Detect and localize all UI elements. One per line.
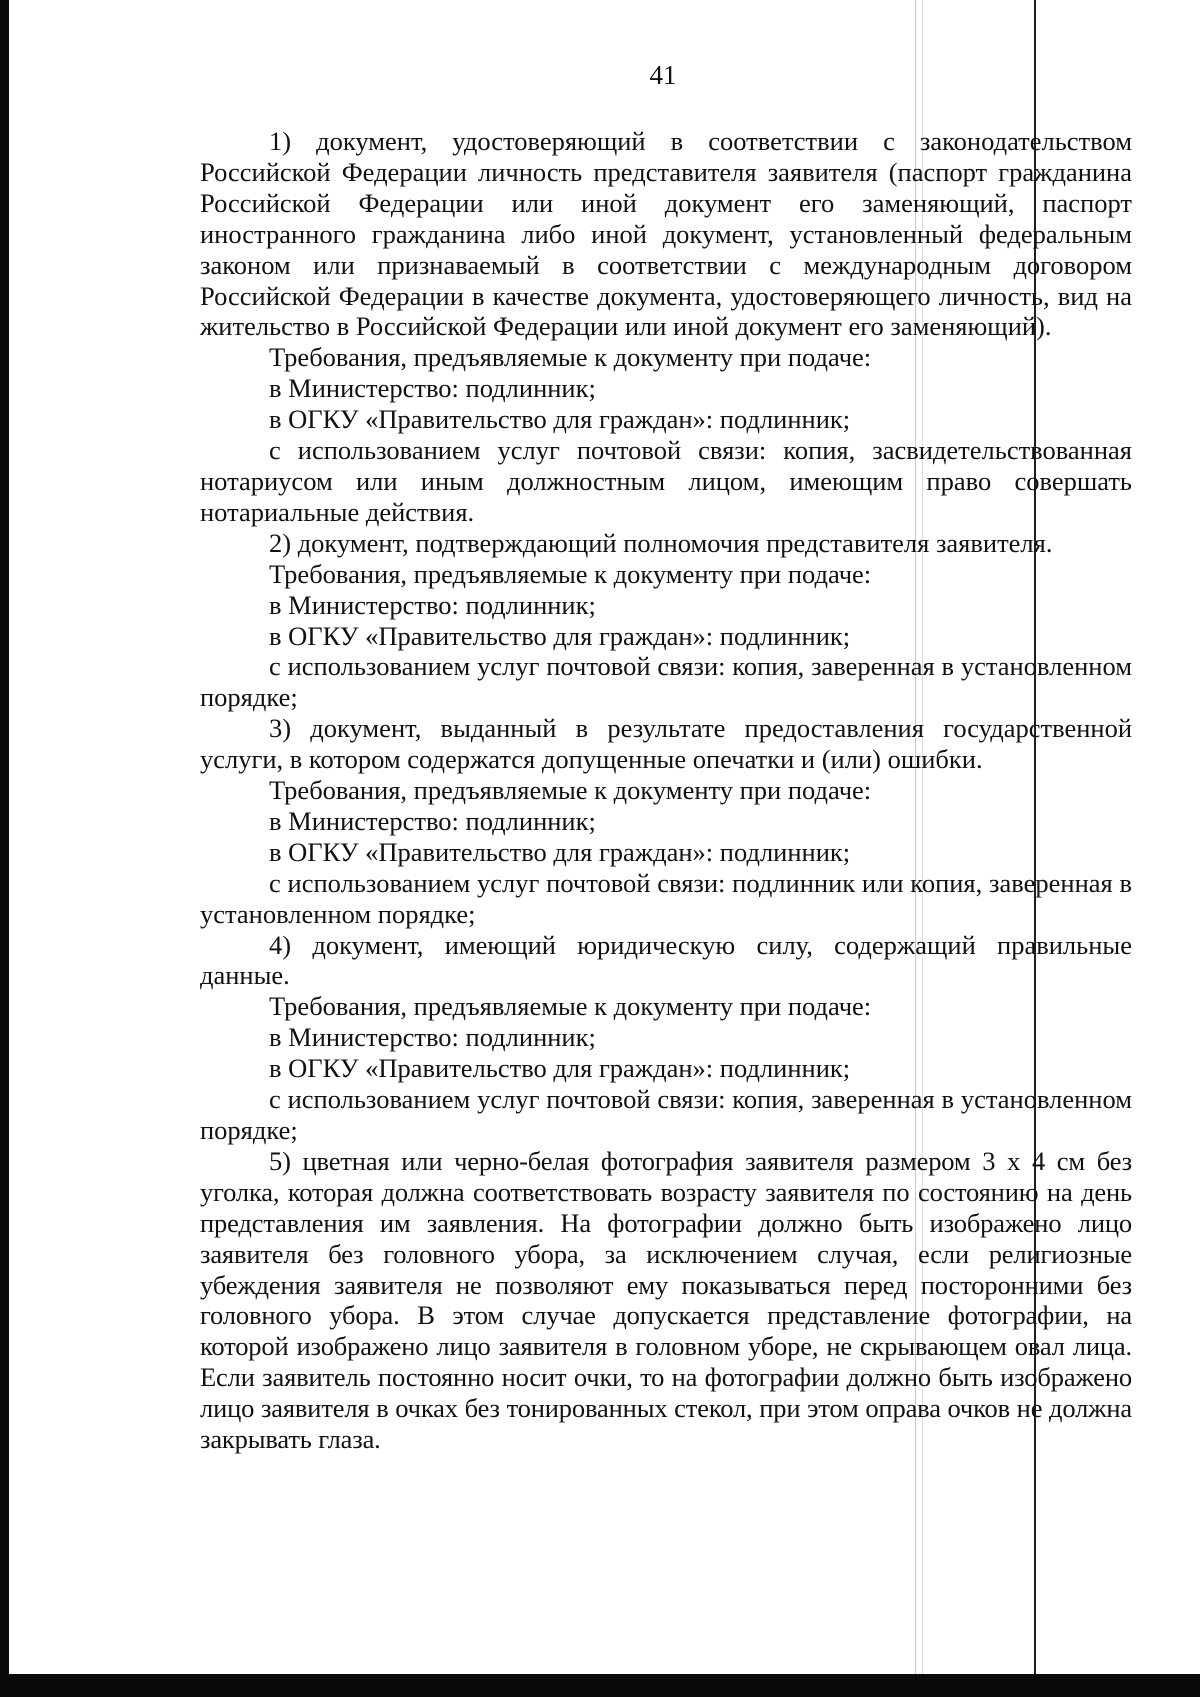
paragraph: 4) документ, имеющий юридическую силу, содержащий правильные данные. (200, 929, 1132, 991)
paragraph: в ОГКУ «Правительство для граждан»: подлинник; (269, 1053, 851, 1084)
paragraph: Требования, предъявляемые к документу при подаче: (269, 991, 872, 1022)
paragraph: с использованием услуг почтовой связи: копия, заверенная в установленном порядке; (200, 651, 1132, 713)
paragraph: Требования, предъявляемые к документу при подаче: (269, 558, 872, 589)
paragraph: 1) документ, удостоверяющий в соответствии с законодательством Российской Федерации личность представителя заявителя (паспорт гражданина Российской Федерации или иной документ его заменяющий, паспорт иностранного гражданина либо иной документ, установленный федеральным законом или признаваемый в соответствии с международным договором Российской Федерации в качестве документа, удостоверяющего личность, вид на жительство в Российской Федерации или иной документ его заменяющий). (200, 126, 1132, 342)
paragraph: 5) цветная или черно-белая фотография заявителя размером 3 х 4 см без уголка, которая должна соответствовать возрасту заявителя по состоянию на день представления им заявления. На фотографии должно быть изображено лицо заявителя без головного убора, за исключением случая, если религиозные убеждения заявителя не позволяют ему показываться перед посторонними без головного убора. В этом случае допускается представление фотографии, на которой изображено лицо заявителя в головном уборе, не скрывающем овал лица. Если заявитель постоянно носит очки, то на фотографии должно быть изображено лицо заявителя в очках без тонированных стекол, при этом оправа очков не должна закрывать глаза. (200, 1145, 1132, 1455)
paragraph: в Министерство: подлинник; (269, 805, 596, 836)
scan-border-left (0, 0, 9, 1697)
paragraph: в Министерство: подлинник; (269, 1022, 596, 1053)
paragraph: в ОГКУ «Правительство для граждан»: подлинник; (269, 620, 851, 651)
paragraph: Требования, предъявляемые к документу при подаче: (269, 342, 872, 373)
scan-border-bottom (0, 1674, 1200, 1697)
page-number: 41 (649, 60, 677, 90)
paragraph: Требования, предъявляемые к документу при подаче: (269, 775, 872, 806)
paragraph: с использованием услуг почтовой связи: копия, заверенная в установленном порядке; (200, 1084, 1132, 1145)
paragraph: в ОГКУ «Правительство для граждан»: подлинник; (269, 836, 851, 867)
document-body (200, 126, 1132, 1455)
paragraph: с использованием услуг почтовой связи: копия, засвидетельствованная нотариусом или иным должностным лицом, имеющим право совершать нотариальные действия. (200, 435, 1132, 527)
paragraph: в Министерство: подлинник; (269, 589, 596, 620)
paragraph: в Министерство: подлинник; (269, 373, 596, 404)
paragraph: с использованием услуг почтовой связи: подлинник или копия, заверенная в установленном порядке; (200, 867, 1132, 929)
paragraph: 3) документ, выданный в результате предоставления государственной услуги, в котором содержатся допущенные опечатки и (или) ошибки. (200, 713, 1132, 775)
paragraph: 2) документ, подтверждающий полномочия представителя заявителя. (269, 527, 1053, 558)
paragraph: в ОГКУ «Правительство для граждан»: подлинник; (269, 404, 851, 435)
